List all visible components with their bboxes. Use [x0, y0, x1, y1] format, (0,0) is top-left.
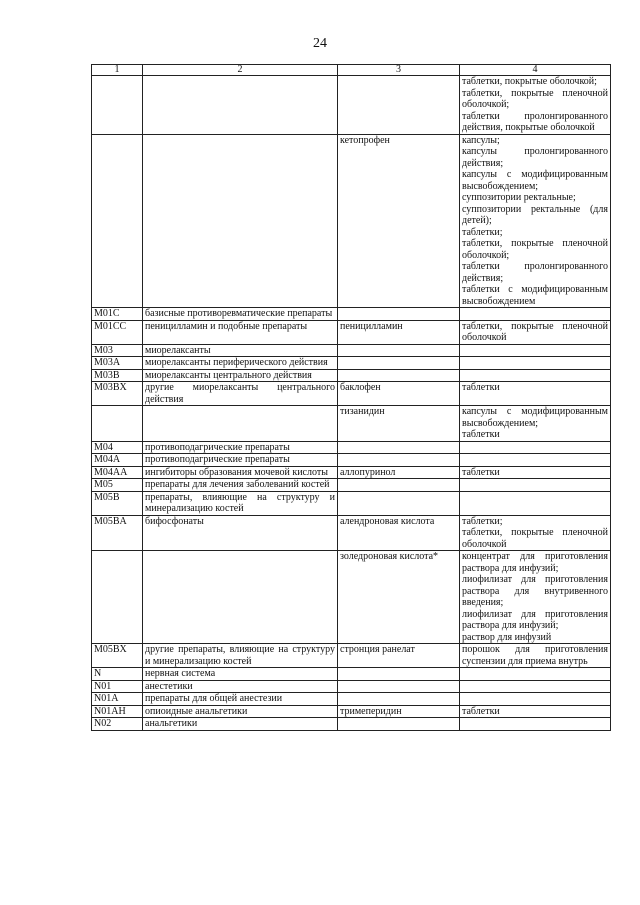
- dosage-forms-cell: [460, 705, 611, 718]
- table-row: [92, 668, 611, 681]
- group-name-cell: анальгетики: [143, 718, 338, 731]
- dosage-forms-cell: [460, 134, 611, 308]
- atc-code-cell: [92, 406, 143, 442]
- dosage-forms-cell: [460, 718, 611, 731]
- dosage-forms-cell: [460, 551, 611, 644]
- atc-code-cell: N01A: [92, 693, 143, 706]
- dosage-forms-cell: [460, 454, 611, 467]
- dosage-forms-cell: [460, 320, 611, 344]
- dosage-forms-cell: [460, 357, 611, 370]
- drug-name-cell: [338, 369, 460, 382]
- table-row: [92, 680, 611, 693]
- table-row: [92, 357, 611, 370]
- dosage-forms-cell: [460, 308, 611, 321]
- column-header-3: 3: [338, 65, 460, 76]
- group-name-cell: базисные противоревматические препараты: [143, 308, 338, 321]
- column-header-1: 1: [92, 65, 143, 76]
- drug-name-cell: стронция ранелат: [338, 644, 460, 668]
- atc-code-cell: M05BX: [92, 644, 143, 668]
- atc-code-cell: M05: [92, 479, 143, 492]
- dosage-form: таблетки: [462, 466, 500, 478]
- dosage-form: концентрат для приготовления раствора для инфузий;: [462, 551, 608, 574]
- table-row: [92, 382, 611, 406]
- drug-name-cell: алендроновая кислота: [338, 515, 460, 551]
- table-row: [92, 369, 611, 382]
- atc-code-cell: M04A: [92, 454, 143, 467]
- dosage-form: таблетки: [462, 705, 500, 717]
- dosage-form: капсулы с модифицированным высвобождением;: [462, 169, 608, 192]
- group-name-cell: препараты для общей анестезии: [143, 693, 338, 706]
- atc-code-cell: M04: [92, 441, 143, 454]
- dosage-forms-cell: [460, 369, 611, 382]
- atc-code-cell: M03A: [92, 357, 143, 370]
- dosage-form: таблетки пролонгированного действия;: [462, 261, 608, 284]
- atc-code-cell: N01AH: [92, 705, 143, 718]
- drug-name-cell: [338, 344, 460, 357]
- dosage-form: таблетки, покрытые пленочной оболочкой;: [462, 87, 608, 110]
- dosage-form: таблетки, покрытые пленочной оболочкой: [462, 320, 608, 343]
- dosage-forms-cell: [460, 76, 611, 135]
- table-row: [92, 466, 611, 479]
- table-row: [92, 644, 611, 668]
- table-row: [92, 441, 611, 454]
- group-name-cell: опиоидные анальгетики: [143, 705, 338, 718]
- dosage-form: таблетки с модифицированным высвобождением: [462, 284, 608, 307]
- dosage-forms-cell: [460, 406, 611, 442]
- drug-name-cell: [338, 479, 460, 492]
- dosage-forms-cell: [460, 693, 611, 706]
- dosage-form: таблетки, покрытые оболочкой;: [462, 76, 597, 87]
- drug-name-cell: [338, 718, 460, 731]
- table-row: [92, 308, 611, 321]
- table-row: [92, 76, 611, 135]
- dosage-form: таблетки;: [462, 515, 503, 527]
- drug-name-cell: тримеперидин: [338, 705, 460, 718]
- group-name-cell: нервная система: [143, 668, 338, 681]
- dosage-form: порошок для приготовления суспензии для приема внутрь: [462, 644, 608, 667]
- group-name-cell: анестетики: [143, 680, 338, 693]
- dosage-form: таблетки: [462, 429, 500, 440]
- dosage-form: таблетки, покрытые пленочной оболочкой: [462, 527, 608, 550]
- drug-name-cell: [338, 680, 460, 693]
- dosage-forms-cell: [460, 441, 611, 454]
- table-row: [92, 454, 611, 467]
- dosage-form: суппозитории ректальные;: [462, 192, 576, 203]
- dosage-form: капсулы с модифицированным высвобождением;: [462, 406, 608, 429]
- dosage-forms-cell: [460, 644, 611, 668]
- group-name-cell: ингибиторы образования мочевой кислоты: [143, 466, 338, 479]
- dosage-form: раствор для инфузий: [462, 631, 552, 643]
- drug-name-cell: [338, 308, 460, 321]
- group-name-cell: [143, 134, 338, 308]
- dosage-form: таблетки: [462, 382, 500, 393]
- drug-name-cell: [338, 668, 460, 681]
- drug-name-cell: [338, 357, 460, 370]
- atc-code-cell: N01: [92, 680, 143, 693]
- group-name-cell: пеницилламин и подобные препараты: [143, 320, 338, 344]
- dosage-forms-cell: [460, 479, 611, 492]
- group-name-cell: препараты, влияющие на структуру и минерализацию костей: [143, 491, 338, 515]
- group-name-cell: препараты для лечения заболеваний костей: [143, 479, 338, 492]
- group-name-cell: миорелаксанты центрального действия: [143, 369, 338, 382]
- table-row: [92, 320, 611, 344]
- drug-list-table: [91, 64, 611, 731]
- atc-code-cell: [92, 551, 143, 644]
- atc-code-cell: M01CC: [92, 320, 143, 344]
- group-name-cell: миорелаксанты периферического действия: [143, 357, 338, 370]
- dosage-form: таблетки;: [462, 226, 503, 238]
- drug-name-cell: [338, 491, 460, 515]
- dosage-forms-cell: [460, 668, 611, 681]
- table-header-row: [92, 65, 611, 76]
- dosage-form: таблетки, покрытые пленочной оболочкой;: [462, 238, 608, 261]
- table-row: [92, 718, 611, 731]
- dosage-form: суппозитории ректальные (для детей);: [462, 203, 608, 226]
- atc-code-cell: N: [92, 668, 143, 681]
- group-name-cell: другие миорелаксанты центрального действия: [143, 382, 338, 406]
- group-name-cell: противоподагрические препараты: [143, 441, 338, 454]
- group-name-cell: другие препараты, влияющие на структуру и минерализацию костей: [143, 644, 338, 668]
- group-name-cell: [143, 76, 338, 135]
- dosage-forms-cell: [460, 515, 611, 551]
- atc-code-cell: M03B: [92, 369, 143, 382]
- atc-code-cell: [92, 76, 143, 135]
- drug-name-cell: аллопуринол: [338, 466, 460, 479]
- atc-code-cell: M05BA: [92, 515, 143, 551]
- dosage-forms-cell: [460, 344, 611, 357]
- table-row: [92, 491, 611, 515]
- atc-code-cell: N02: [92, 718, 143, 731]
- group-name-cell: бифосфонаты: [143, 515, 338, 551]
- column-header-2: 2: [143, 65, 338, 76]
- drug-name-cell: тизанидин: [338, 406, 460, 442]
- dosage-forms-cell: [460, 680, 611, 693]
- table-row: [92, 479, 611, 492]
- drug-name-cell: [338, 76, 460, 135]
- dosage-forms-cell: [460, 491, 611, 515]
- table-row: [92, 406, 611, 442]
- table-row: [92, 515, 611, 551]
- dosage-form: капсулы пролонгированного действия;: [462, 146, 608, 169]
- page-number: 24: [313, 36, 327, 51]
- atc-code-cell: M03: [92, 344, 143, 357]
- dosage-form: лиофилизат для приготовления раствора для внутривенного введения;: [462, 574, 608, 608]
- drug-name-cell: золедроновая кислота*: [338, 551, 460, 644]
- table-row: [92, 551, 611, 644]
- drug-name-cell: [338, 693, 460, 706]
- atc-code-cell: M04AA: [92, 466, 143, 479]
- group-name-cell: [143, 406, 338, 442]
- atc-code-cell: M01C: [92, 308, 143, 321]
- dosage-form: таблетки пролонгированного действия, покрытые оболочкой: [462, 110, 608, 133]
- drug-name-cell: [338, 454, 460, 467]
- atc-code-cell: [92, 134, 143, 308]
- drug-name-cell: [338, 441, 460, 454]
- table-row: [92, 134, 611, 308]
- table-row: [92, 705, 611, 718]
- group-name-cell: миорелаксанты: [143, 344, 338, 357]
- group-name-cell: противоподагрические препараты: [143, 454, 338, 467]
- atc-code-cell: M05B: [92, 491, 143, 515]
- dosage-form: лиофилизат для приготовления раствора для инфузий;: [462, 608, 608, 631]
- dosage-forms-cell: [460, 466, 611, 479]
- column-header-4: 4: [460, 65, 611, 76]
- drug-name-cell: кетопрофен: [338, 134, 460, 308]
- group-name-cell: [143, 551, 338, 644]
- table-body: [92, 65, 611, 731]
- table-row: [92, 344, 611, 357]
- table-row: [92, 693, 611, 706]
- atc-code-cell: M03BX: [92, 382, 143, 406]
- drug-name-cell: пеницилламин: [338, 320, 460, 344]
- dosage-form: капсулы;: [462, 134, 500, 146]
- dosage-forms-cell: [460, 382, 611, 406]
- drug-name-cell: баклофен: [338, 382, 460, 406]
